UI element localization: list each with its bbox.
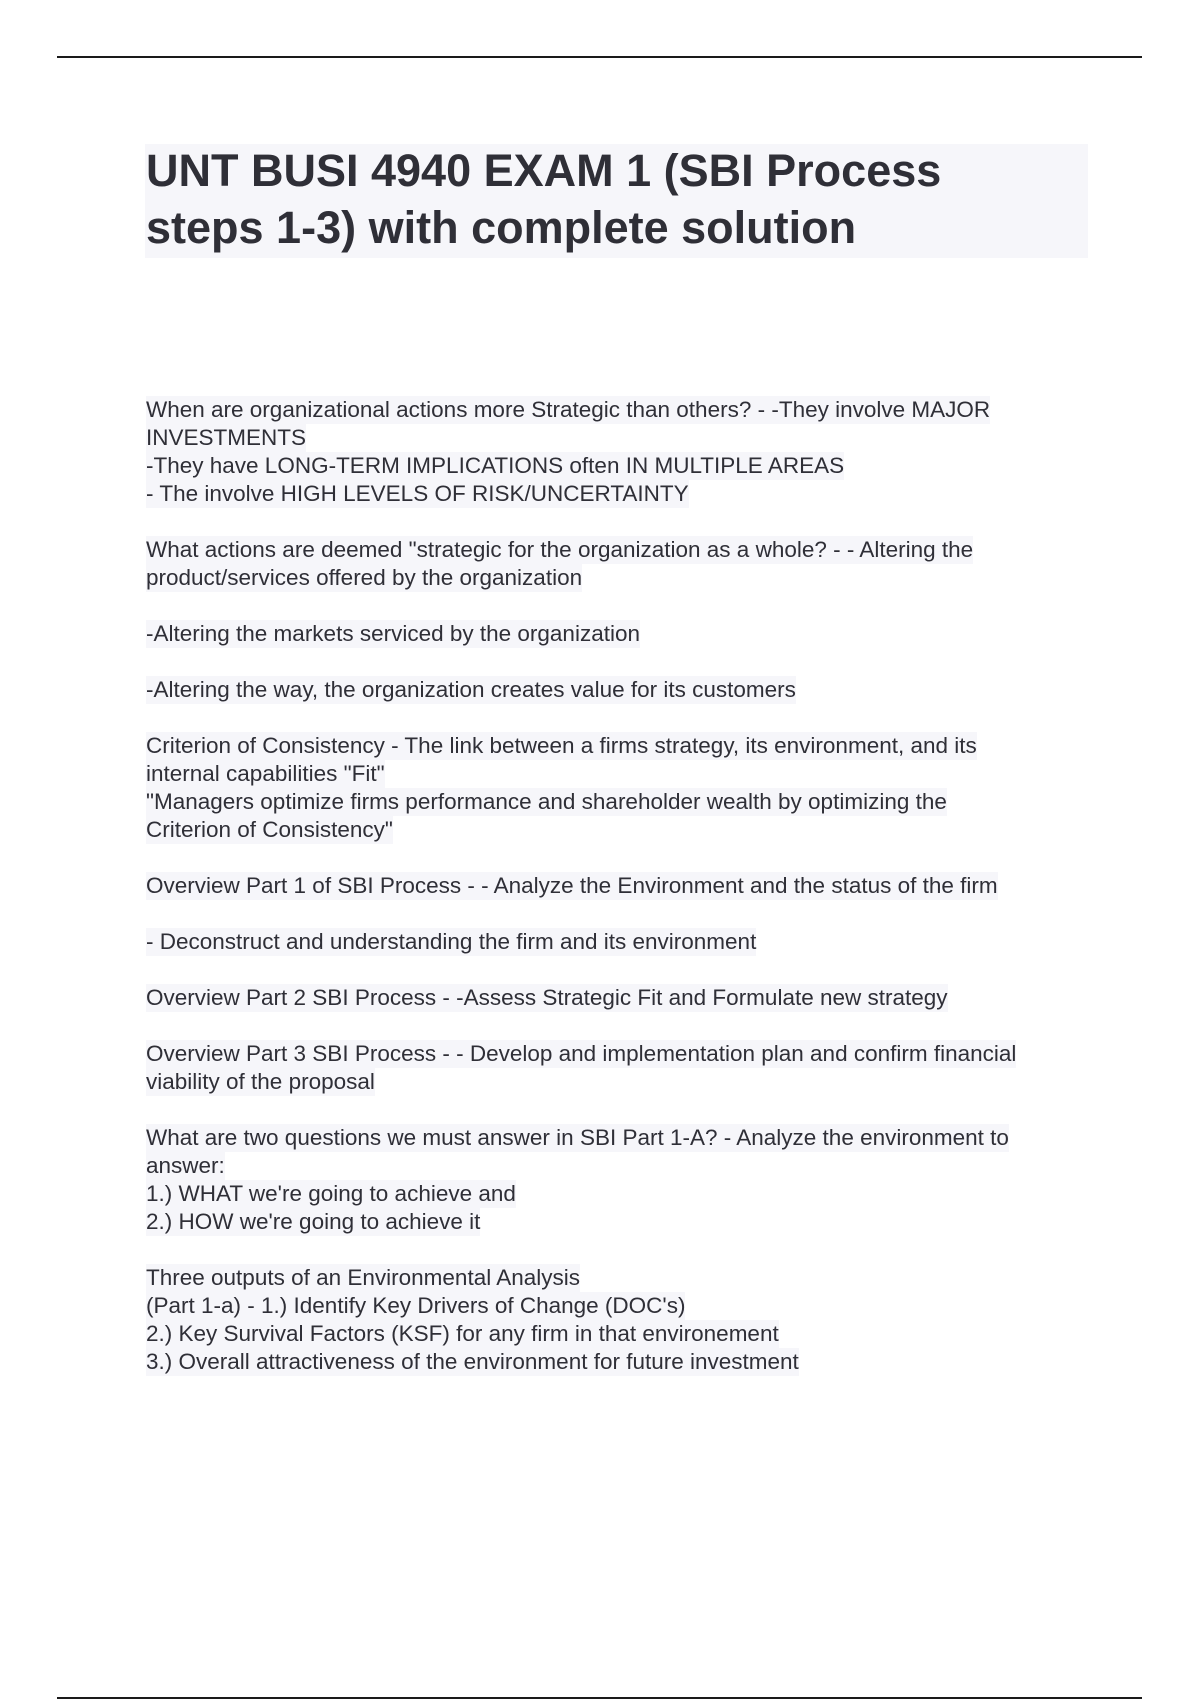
qa-entry <box>146 984 1086 1012</box>
text-line: - The involve HIGH LEVELS OF RISK/UNCERTAINTY <box>146 481 689 506</box>
qa-entry <box>146 676 1086 704</box>
qa-entry <box>146 732 1086 844</box>
header-rule <box>57 56 1142 58</box>
text-line: (Part 1-a) - 1.) Identify Key Drivers of Change (DOC's) <box>146 1293 686 1318</box>
text-line: -They have LONG-TERM IMPLICATIONS often IN MULTIPLE AREAS <box>146 453 845 478</box>
text-line: Overview Part 1 of SBI Process - - Analyze the Environment and the status of the firm <box>146 873 998 898</box>
text-line: What actions are deemed "strategic for the organization as a whole? - - Altering the <box>146 537 974 562</box>
document-title <box>146 142 1076 256</box>
qa-entry <box>146 536 1086 592</box>
text-line: Overview Part 3 SBI Process - - Develop and implementation plan and confirm financial <box>146 1041 1017 1066</box>
qa-entry <box>146 1040 1086 1096</box>
text-line: -Altering the way, the organization creates value for its customers <box>146 677 796 702</box>
qa-entry <box>146 1264 1086 1376</box>
footer-rule <box>57 1697 1142 1699</box>
qa-entry <box>146 1124 1086 1236</box>
text-line: - Deconstruct and understanding the firm and its environment <box>146 929 757 954</box>
qa-entry <box>146 872 1086 900</box>
text-line: Three outputs of an Environmental Analysis <box>146 1265 580 1290</box>
text-line: What are two questions we must answer in SBI Part 1-A? - Analyze the environment to <box>146 1125 1009 1150</box>
text-line: Criterion of Consistency - The link between a firms strategy, its environment, and its <box>146 733 977 758</box>
text-line: product/services offered by the organization <box>146 565 583 590</box>
qa-entry <box>146 620 1086 648</box>
text-line: internal capabilities "Fit" <box>146 761 385 786</box>
text-line: "Managers optimize firms performance and shareholder wealth by optimizing the <box>146 789 947 814</box>
document-body <box>146 396 1086 1404</box>
title-line: steps 1-3) with complete solution <box>146 202 857 253</box>
text-line: When are organizational actions more Strategic than others? - -They involve MAJOR <box>146 397 991 422</box>
text-line: Overview Part 2 SBI Process - -Assess Strategic Fit and Formulate new strategy <box>146 985 948 1010</box>
text-line: 2.) Key Survival Factors (KSF) for any firm in that environement <box>146 1321 779 1346</box>
text-line: Criterion of Consistency" <box>146 817 393 842</box>
qa-entry <box>146 928 1086 956</box>
text-line: 3.) Overall attractiveness of the environment for future investment <box>146 1349 799 1374</box>
qa-entry <box>146 396 1086 508</box>
text-line: answer: <box>146 1153 225 1178</box>
text-line: viability of the proposal <box>146 1069 375 1094</box>
text-line: -Altering the markets serviced by the organization <box>146 621 640 646</box>
title-line: UNT BUSI 4940 EXAM 1 (SBI Process <box>146 145 942 196</box>
text-line: 2.) HOW we're going to achieve it <box>146 1209 481 1234</box>
text-line: INVESTMENTS <box>146 425 307 450</box>
text-line: 1.) WHAT we're going to achieve and <box>146 1181 516 1206</box>
